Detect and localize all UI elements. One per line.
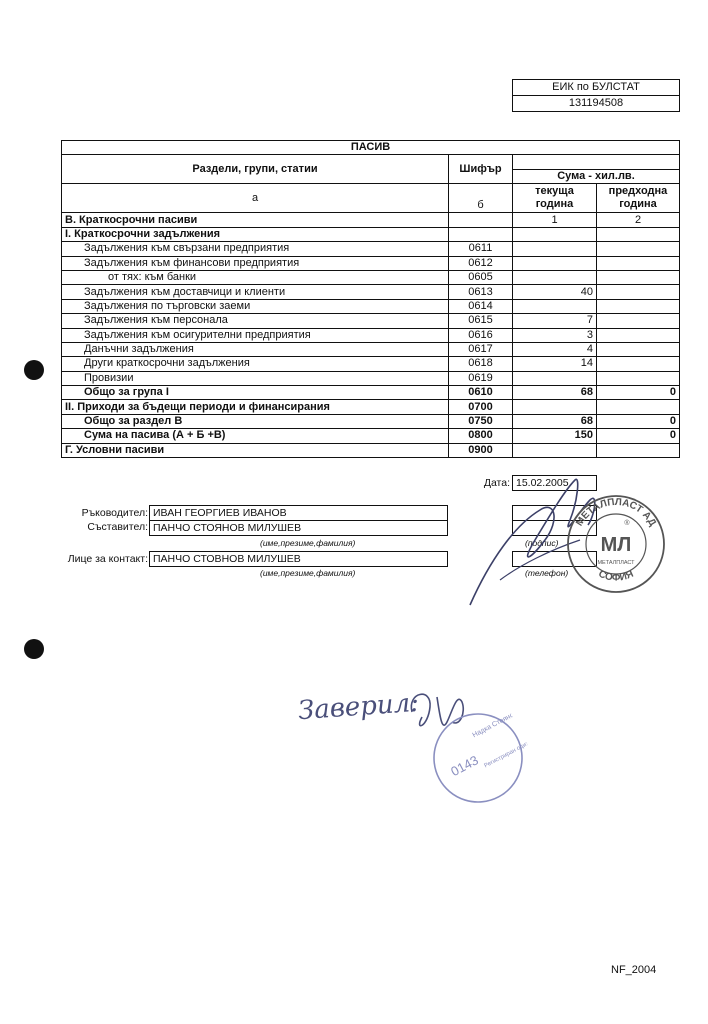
company-stamp [565,493,667,595]
row-previous [597,443,680,457]
row-label: Общо за раздел В [62,414,449,428]
row-current [513,443,597,457]
row-label: Г. Условни пасиви [62,443,449,457]
row-current [513,227,597,241]
row-previous [597,227,680,241]
row-previous [597,357,680,371]
name-caption-1: (име,презиме,фамилия) [260,538,356,548]
table-row [62,414,680,428]
row-current [513,242,597,256]
row-label: Задължения към персонала [62,314,449,328]
footer-code: NF_2004 [611,964,657,976]
table-row [62,443,680,457]
row-previous [597,256,680,270]
stamp-city-text: СОФИЯ [596,568,636,584]
table-row [62,429,680,443]
name-caption-2: (име,презиме,фамилия) [260,568,356,578]
row-code: 0700 [449,400,513,414]
row-previous: 0 [597,414,680,428]
table-row [62,314,680,328]
header-previous-year-label: предходна година [608,185,668,211]
row-previous [597,285,680,299]
header-code: Шифър [449,155,513,184]
row-label: Задължения към доставчици и клиенти [62,285,449,299]
row-current: 3 [513,328,597,342]
row-current [513,371,597,385]
header-sum: Сума - хил.лв. [513,169,680,184]
row-previous [597,342,680,356]
row-previous [597,400,680,414]
row-code: 0750 [449,414,513,428]
row-label: В. Краткосрочни пасиви [62,213,449,227]
row-code: 0612 [449,256,513,270]
punch-hole-top [24,360,44,380]
row-code [449,227,513,241]
table-row [62,213,680,227]
row-code: 0614 [449,299,513,313]
handwritten-certified-note: Заверил: [297,687,420,727]
row-label: Задължения към осигурителни предприятия [62,328,449,342]
row-current: 14 [513,357,597,371]
table-title: ПАСИВ [62,141,680,155]
header-current-year [513,184,597,213]
auditor-stamp-title: Регистриран одитор [483,737,536,770]
row-current: 68 [513,414,597,428]
auditor-stamp-name: Надка Стоянова [471,708,522,740]
punch-hole-bottom [24,639,44,659]
eik-box [512,79,680,112]
eik-value: 131194508 [513,95,679,111]
header-col-b-label: б [477,199,484,212]
header-sum-spacer [513,155,680,169]
row-code: 0800 [449,429,513,443]
compiler-label: Съставител: [87,521,148,533]
row-code: 0618 [449,357,513,371]
row-current: 4 [513,342,597,356]
row-label: II. Приходи за бъдещи периоди и финансирания [62,400,449,414]
table-row [62,242,680,256]
date-field: 15.02.2005 [512,475,597,491]
stamp-registered-mark: ® [624,520,630,527]
row-previous [597,328,680,342]
svg-text:МЕТАЛПЛАСТ АД [574,497,658,528]
header-current-year-label: текуща година [535,185,574,211]
row-code: 0615 [449,314,513,328]
row-previous [597,270,680,284]
row-label: Провизии [62,371,449,385]
row-previous [597,242,680,256]
table-row [62,400,680,414]
row-label: от тях: към банки [62,270,449,284]
header-col-1: 1 [513,213,597,227]
row-code: 0619 [449,371,513,385]
row-label: I. Краткосрочни задължения [62,227,449,241]
manager-field: ИВАН ГЕОРГИЕВ ИВАНОВ [149,505,448,521]
eik-label: ЕИК по БУЛСТАТ [552,81,640,93]
row-label: Задължения към свързани предприятия [62,242,449,256]
stamp-inner-text: МЕТАЛПЛАСТ [597,560,635,566]
table-row [62,285,680,299]
row-current [513,256,597,270]
row-current: 150 [513,429,597,443]
header-col-a: а [62,184,449,213]
table-row [62,371,680,385]
table-row [62,256,680,270]
header-previous-year [597,184,680,213]
table-row [62,357,680,371]
row-label: Задължения по търговски заеми [62,299,449,313]
date-label: Дата: [483,477,510,489]
row-code: 0616 [449,328,513,342]
svg-text:СОФИЯ [597,569,636,584]
row-previous [597,299,680,313]
stamp-company-text: МЕТАЛПЛАСТ АД [574,496,658,529]
row-current: 40 [513,285,597,299]
row-previous: 0 [597,429,680,443]
row-code: 0605 [449,270,513,284]
row-label: Задължения към финансови предприятия [62,256,449,270]
row-current [513,299,597,313]
row-label: Сума на пасива (А + Б +В) [62,429,449,443]
row-current [513,400,597,414]
compiler-field: ПАНЧО СТОЯНОВ МИЛУШЕВ [149,520,448,536]
signature-caption: (подпис) [525,538,559,548]
table-row [62,342,680,356]
row-previous [597,371,680,385]
table-row [62,328,680,342]
header-col-2: 2 [597,213,680,227]
header-sections: Раздели, групи, статии [62,155,449,184]
row-current: 68 [513,386,597,400]
table-row [62,386,680,400]
row-code [449,213,513,227]
row-previous [597,314,680,328]
row-label: Други краткосрочни задължения [62,357,449,371]
contact-field: ПАНЧО СТОВНОВ МИЛУШЕВ [149,551,448,567]
header-col-b [449,184,513,213]
table-row [62,270,680,284]
liabilities-table [61,140,680,458]
row-label: Общо за група I [62,386,449,400]
row-current [513,270,597,284]
row-code: 0900 [449,443,513,457]
phone-caption: (телефон) [525,568,569,578]
manager-label: Ръководител: [81,507,148,519]
row-code: 0613 [449,285,513,299]
auditor-stamp-number: 0143 [448,752,481,780]
row-previous: 0 [597,386,680,400]
stamp-logo: МЛ [600,534,632,556]
row-code: 0611 [449,242,513,256]
table-row [62,299,680,313]
contact-label: Лице за контакт: [67,553,148,565]
row-code: 0610 [449,386,513,400]
row-label: Данъчни задължения [62,342,449,356]
row-code: 0617 [449,342,513,356]
row-current: 7 [513,314,597,328]
table-row [62,227,680,241]
